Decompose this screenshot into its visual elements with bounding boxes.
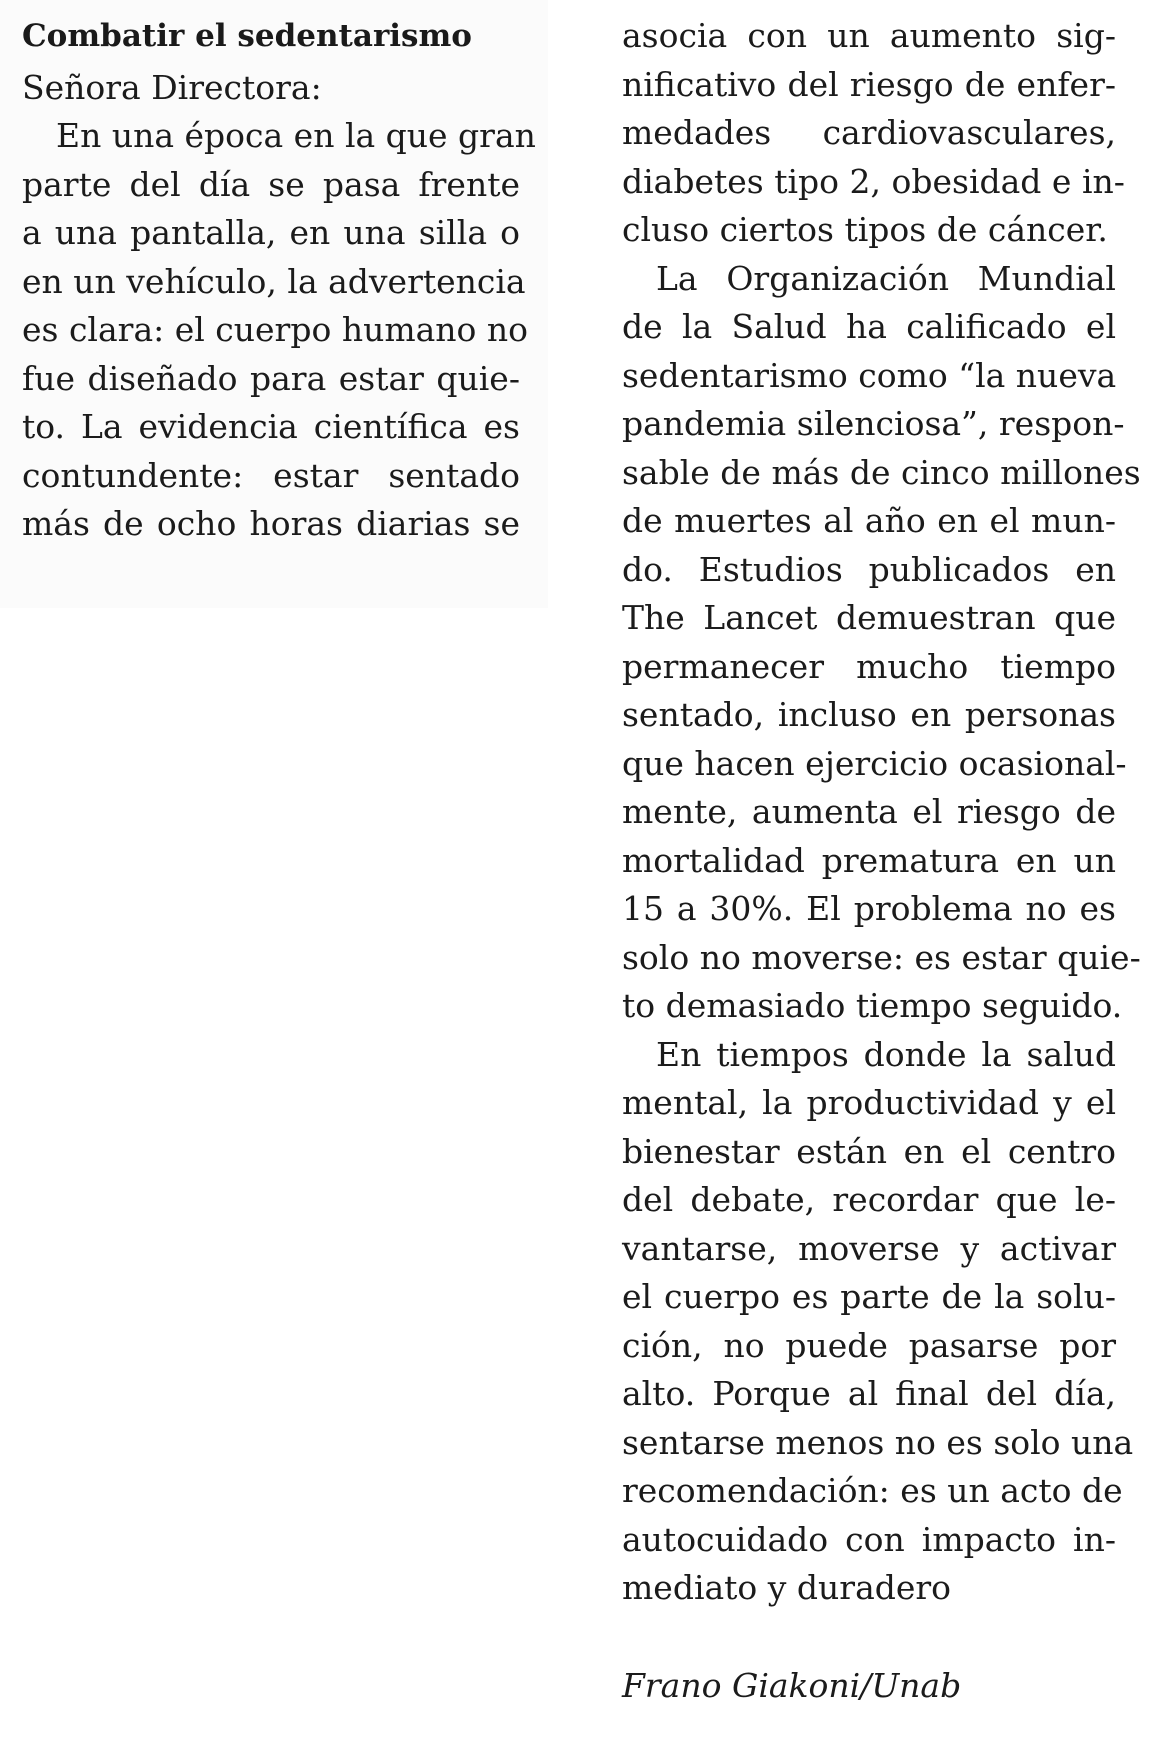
text-line: to. La evidencia científica es: [22, 407, 520, 446]
text-line: que hacen ejercicio ocasional-: [622, 743, 1127, 783]
text-line: solo no moverse: es estar quie-: [622, 937, 1141, 977]
letter-signature: Frano Giakoni/Unab: [622, 1666, 962, 1705]
text-line: contundente: estar sentado: [22, 455, 520, 495]
text-line: En tiempos donde la salud: [656, 1034, 1116, 1074]
letter-paragraph-2: [622, 255, 1141, 1031]
text-line: pandemia silenciosa”, respon-: [622, 404, 1125, 443]
text-line: mortalidad prematura en un: [622, 840, 1116, 880]
text-line: es clara: el cuerpo humano no: [22, 310, 529, 349]
text-line: mental, la productividad y el: [622, 1083, 1116, 1122]
text-line: recomendación: es un acto de: [622, 1471, 1123, 1510]
text-line: del debate, recordar que le-: [622, 1180, 1116, 1219]
text-line: cluso ciertos tipos de cáncer.: [622, 210, 1108, 249]
text-line: La Organización Mundial: [656, 258, 1116, 298]
text-line: autocuidado con impacto in-: [622, 1519, 1116, 1559]
text-line: sentarse menos no es solo una: [622, 1422, 1134, 1462]
text-line: sentado, incluso en personas: [622, 695, 1116, 734]
letter-paragraph-1-start: [22, 112, 536, 549]
text-line: to demasiado tiempo seguido.: [622, 986, 1123, 1025]
text-line: fue diseñado para estar quie-: [22, 358, 520, 398]
text-line: de muertes al año en el mun-: [622, 501, 1116, 540]
text-line: mediato y duradero: [622, 1568, 952, 1607]
letter-headline: Combatir el sedentarismo: [22, 18, 472, 54]
text-line: mente, aumenta el riesgo de: [622, 792, 1116, 831]
text-line: vantarse, moverse y activar: [622, 1228, 1116, 1268]
text-line: permanecer mucho tiempo: [622, 646, 1116, 686]
letter-paragraph-1-end: [622, 12, 1125, 255]
text-line: el cuerpo es parte de la solu-: [622, 1277, 1116, 1316]
text-line: parte del día se pasa frente: [22, 164, 520, 204]
left-column: [0, 0, 548, 608]
text-line: sedentarismo como “la nueva: [622, 355, 1117, 395]
text-line: En una época en la que gran: [56, 116, 536, 155]
right-column: [622, 12, 1141, 1613]
text-line: a una pantalla, en una silla o: [22, 213, 520, 252]
text-line: de la Salud ha calificado el: [622, 307, 1116, 346]
letter-paragraph-3: [622, 1031, 1134, 1613]
text-line: diabetes tipo 2, obesidad e in-: [622, 161, 1125, 201]
letter-salutation: Señora Directora:: [22, 68, 322, 107]
text-line: nificativo del riesgo de enfer-: [622, 64, 1116, 104]
text-line: do. Estudios publicados en: [622, 549, 1116, 589]
text-line: 15 a 30%. El problema no es: [622, 889, 1116, 928]
text-line: medades cardiovasculares,: [622, 113, 1116, 152]
text-line: en un vehículo, la advertencia: [22, 261, 526, 301]
text-line: sable de más de cinco millones: [622, 452, 1141, 492]
text-line: ción, no puede pasarse por: [622, 1325, 1116, 1365]
text-line: The Lancet demuestran que: [622, 598, 1116, 637]
text-line: alto. Porque al final del día,: [622, 1374, 1116, 1413]
text-line: asocia con un aumento sig-: [622, 16, 1116, 55]
text-line: bienestar están en el centro: [622, 1131, 1116, 1171]
text-line: más de ocho horas diarias se: [22, 504, 520, 543]
